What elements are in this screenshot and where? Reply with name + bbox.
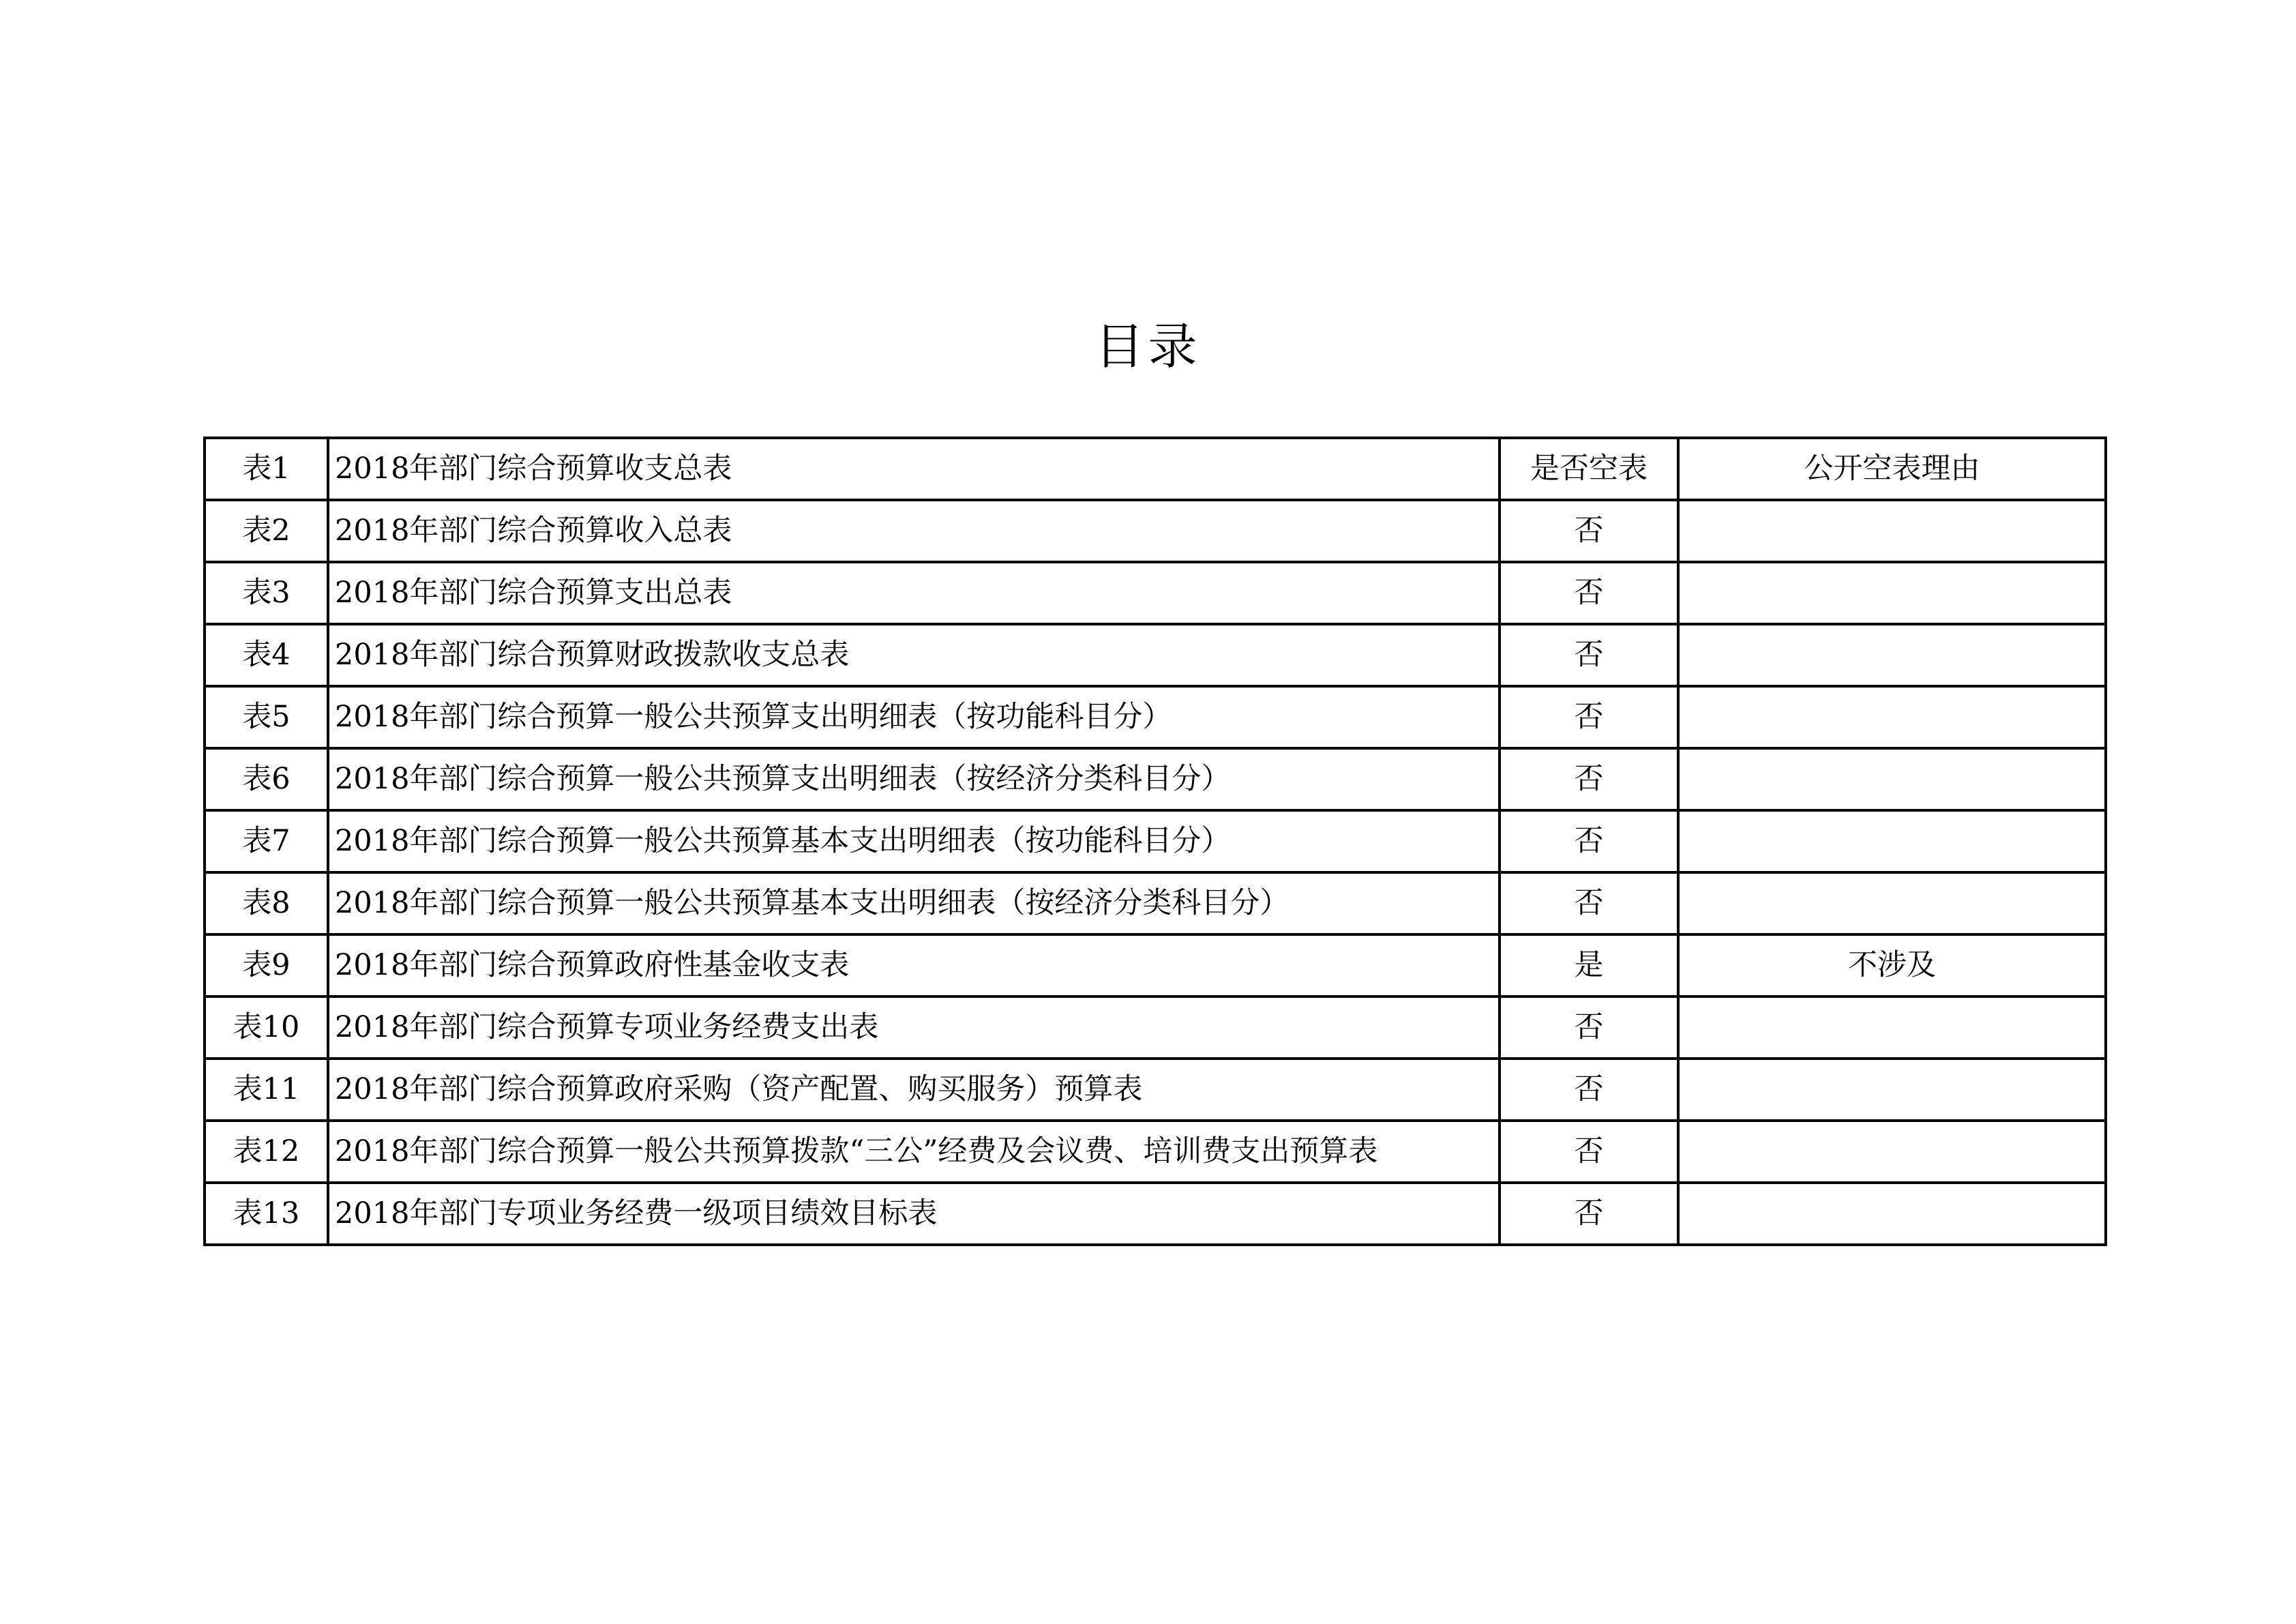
- table-name-cell: 2018年部门综合预算一般公共预算支出明细表（按功能科目分）: [328, 686, 1500, 748]
- empty-reason-cell: [1678, 1121, 2106, 1183]
- table-row: [205, 996, 2106, 1059]
- table-number-cell: 表3: [205, 562, 328, 624]
- table-name-cell: 2018年部门综合预算一般公共预算基本支出明细表（按功能科目分）: [328, 810, 1500, 872]
- is-empty-cell: 是: [1500, 934, 1678, 996]
- table-number-cell: 表9: [205, 934, 328, 996]
- empty-reason-cell: [1678, 1059, 2106, 1121]
- is-empty-cell: 否: [1500, 996, 1678, 1059]
- is-empty-header: 是否空表: [1500, 438, 1678, 500]
- empty-reason-cell: [1678, 1183, 2106, 1245]
- empty-reason-cell: [1678, 872, 2106, 934]
- is-empty-cell: 否: [1500, 748, 1678, 810]
- table-row: [205, 624, 2106, 686]
- is-empty-cell: 否: [1500, 1183, 1678, 1245]
- is-empty-cell: 否: [1500, 872, 1678, 934]
- table-row: [205, 810, 2106, 872]
- is-empty-cell: 否: [1500, 1121, 1678, 1183]
- table-row: [205, 872, 2106, 934]
- table-name-cell: 2018年部门综合预算一般公共预算基本支出明细表（按经济分类科目分）: [328, 872, 1500, 934]
- table-row: [205, 1121, 2106, 1183]
- table-row: [205, 934, 2106, 996]
- empty-reason-cell: [1678, 562, 2106, 624]
- is-empty-cell: 否: [1500, 686, 1678, 748]
- table-name-cell: 2018年部门综合预算收支总表: [328, 438, 1500, 500]
- table-number-cell: 表2: [205, 500, 328, 562]
- table-name-cell: 2018年部门综合预算一般公共预算拨款“三公”经费及会议费、培训费支出预算表: [328, 1121, 1500, 1183]
- table-name-cell: 2018年部门综合预算收入总表: [328, 500, 1500, 562]
- is-empty-cell: 否: [1500, 562, 1678, 624]
- empty-reason-cell: [1678, 500, 2106, 562]
- empty-reason-cell: [1678, 686, 2106, 748]
- table-header-row: [205, 438, 2106, 500]
- is-empty-cell: 否: [1500, 500, 1678, 562]
- table-row: [205, 686, 2106, 748]
- table-number-cell: 表12: [205, 1121, 328, 1183]
- table-number-cell: 表5: [205, 686, 328, 748]
- table-name-cell: 2018年部门综合预算政府性基金收支表: [328, 934, 1500, 996]
- table-row: [205, 500, 2106, 562]
- table-name-cell: 2018年部门综合预算支出总表: [328, 562, 1500, 624]
- page-title: 目录: [1094, 318, 1202, 375]
- table-row: [205, 562, 2106, 624]
- empty-reason-cell: [1678, 748, 2106, 810]
- is-empty-cell: 否: [1500, 810, 1678, 872]
- empty-reason-cell: 不涉及: [1678, 934, 2106, 996]
- toc-table-body: [205, 438, 2106, 1245]
- table-number-cell: 表13: [205, 1183, 328, 1245]
- table-name-cell: 2018年部门综合预算政府采购（资产配置、购买服务）预算表: [328, 1059, 1500, 1121]
- toc-table: [203, 437, 2107, 1246]
- table-number-cell: 表6: [205, 748, 328, 810]
- empty-reason-cell: [1678, 996, 2106, 1059]
- is-empty-cell: 否: [1500, 624, 1678, 686]
- table-number-cell: 表7: [205, 810, 328, 872]
- table-number-cell: 表11: [205, 1059, 328, 1121]
- table-row: [205, 1059, 2106, 1121]
- table-row: [205, 748, 2106, 810]
- table-number-cell: 表1: [205, 438, 328, 500]
- empty-reason-cell: [1678, 810, 2106, 872]
- table-number-cell: 表8: [205, 872, 328, 934]
- empty-reason-header: 公开空表理由: [1678, 438, 2106, 500]
- table-name-cell: 2018年部门综合预算财政拨款收支总表: [328, 624, 1500, 686]
- table-name-cell: 2018年部门综合预算一般公共预算支出明细表（按经济分类科目分）: [328, 748, 1500, 810]
- table-number-cell: 表4: [205, 624, 328, 686]
- is-empty-cell: 否: [1500, 1059, 1678, 1121]
- empty-reason-cell: [1678, 624, 2106, 686]
- table-number-cell: 表10: [205, 996, 328, 1059]
- table-name-cell: 2018年部门专项业务经费一级项目绩效目标表: [328, 1183, 1500, 1245]
- table-row: [205, 1183, 2106, 1245]
- table-name-cell: 2018年部门综合预算专项业务经费支出表: [328, 996, 1500, 1059]
